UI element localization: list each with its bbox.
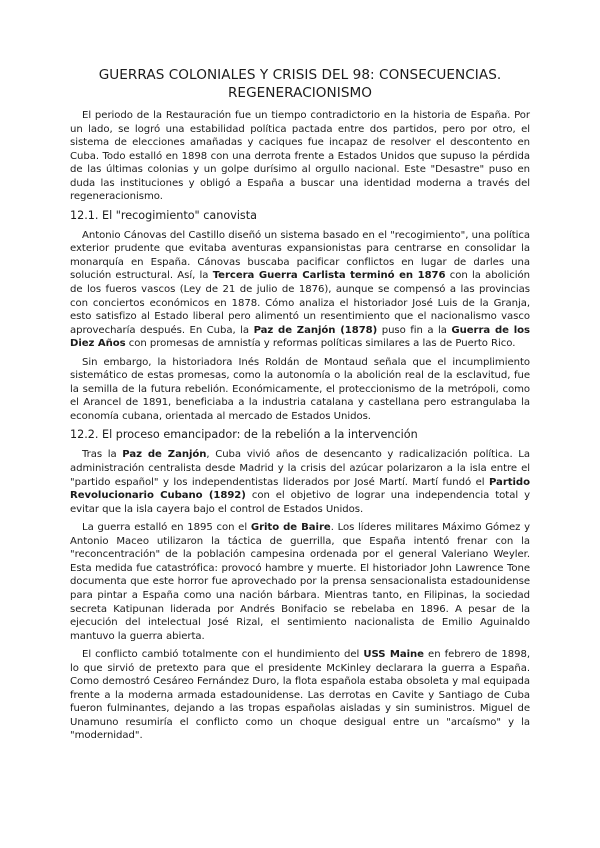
section2-paragraph-3 xyxy=(70,648,530,743)
intro-paragraph: El periodo de la Restauración fue un tiempo contradictorio en la historia de España. Por un lado, se logró una estabilidad política pactada entre dos partidos, pero por otro, el sistema de elecciones amañadas y caciques fue incapaz de resolver el descontento en Cuba. Todo estalló en 1898 con una derrota frente a Estados Unidos que supuso la pérdida de las últimas colonias y un golpe durísimo al orgullo nacional. Este "Desastre" puso en duda las instituciones y obligó a España a buscar una identidad moderna a través del regeneracionismo. xyxy=(70,110,530,203)
text-run: con el objetivo de lograr una independencia total y evitar que la isla cayera bajo el control de Estados Unidos. xyxy=(70,490,530,515)
document-title xyxy=(70,66,530,102)
bold-text: USS Maine xyxy=(363,649,424,661)
title-line-2: REGENERACIONISMO xyxy=(227,85,373,101)
section1-paragraph-2: Sin embargo, la historiadora Inés Roldán de Montaud señala que el incumplimiento sistemático de estas promesas, como la autonomía o la abolición real de la esclavitud, fue la semilla de la futura rebelión. Económicamente, el proteccionismo de la metrópoli, como el Arancel de 1891, beneficiaba a la industria catalana y castellana pero estrangulaba la economía cubana, orientada al mercado de Estados Unidos. xyxy=(70,356,530,422)
bold-text: Paz de Zanjón xyxy=(122,449,207,461)
text-run: La guerra estalló en 1895 con el xyxy=(82,522,251,534)
bold-text: Partido Revolucionario Cubano (1892) xyxy=(70,476,530,502)
bold-text: Grito de Baire xyxy=(250,522,331,534)
text-run: Tras la xyxy=(82,449,123,461)
bold-text: Tercera Guerra Carlista terminó en 1876 xyxy=(212,270,446,282)
text-run: con la abolición de los fueros vascos (Ley de 21 de julio de 1876), aunque se compensó a las provincias con conciertos económicos en 1878. Cómo analiza el historiador José Luis de la Granja, esto satisfizo al Estado liberal pero alimentó un resentimiento que el nacionalismo vasco aprovecharía después. En Cuba, la xyxy=(70,270,530,336)
section-heading-12-1: 12.1. El "recogimiento" canovista xyxy=(70,208,257,222)
text-run: puso fin a la xyxy=(377,324,452,336)
title-line-1: GUERRAS COLONIALES Y CRISIS DEL 98: CONSECUENCIAS. xyxy=(98,67,502,83)
text-run: en febrero de 1898, lo que sirvió de pretexto para que el presidente McKinley declarara la guerra a España. Como demostró Cesáreo Fernández Duro, la flota española estaba obsoleta y mal equipada frente a la moderna armada estadounidense. Las derrotas en Cavite y Santiago de Cuba fueron fulminantes, dejando a las tropas españolas aisladas y sin suministros. Miguel de Unamuno resumiría el conflicto como un choque desigual entre un "arcaísmo" y la "modernidad". xyxy=(70,649,530,742)
section1-paragraph-1 xyxy=(70,229,530,351)
text-run: con promesas de amnistía y reformas políticas similares a las de Puerto Rico. xyxy=(125,338,516,350)
section2-paragraph-2 xyxy=(70,521,530,643)
bold-text: Guerra de los Diez Años xyxy=(70,324,530,350)
bold-text: Paz de Zanjón (1878) xyxy=(253,324,378,336)
section2-paragraph-1 xyxy=(70,448,530,516)
section-heading-12-2: 12.2. El proceso emancipador: de la rebelión a la intervención xyxy=(70,428,418,442)
text-run: Antonio Cánovas del Castillo diseñó un sistema basado en el "recogimiento", una política exterior prudente que evitaba aventuras expansionistas para centrarse en consolidar la monarquía en España. Cánovas buscaba pacificar conflictos en lugar de darles una solución estructural. Así, la xyxy=(70,229,530,282)
text-run: , Cuba vivió años de desencanto y radicalización política. La administración centralista desde Madrid y la crisis del azúcar polarizaron a la isla entre el "partido español" y los independentistas liderados por José Martí. Martí fundó el xyxy=(70,449,530,488)
text-run: El conflicto cambió totalmente con el hundimiento del xyxy=(82,649,364,661)
text-run: . Los líderes militares Máximo Gómez y Antonio Maceo utilizaron la táctica de guerrilla, que España intentó frenar con la "reconcentración" de la población campesina ordenada por el general Valeriano Weyler. Esta medida fue catastrófica: provocó hambre y muerte. El historiador John Lawrence Tone documenta que este horror fue aprovechado por la prensa sensacionalista estadounidense para pintar a España como una nación bárbara. Mientras tanto, en Filipinas, la sociedad secreta Katipunan liderada por Andrés Bonifacio se rebelaba en 1896. A pesar de la ejecución del intelectual José Rizal, el sentimiento nacionalista de Emilio Aguinaldo mantuvo la guerra abierta. xyxy=(70,522,531,642)
